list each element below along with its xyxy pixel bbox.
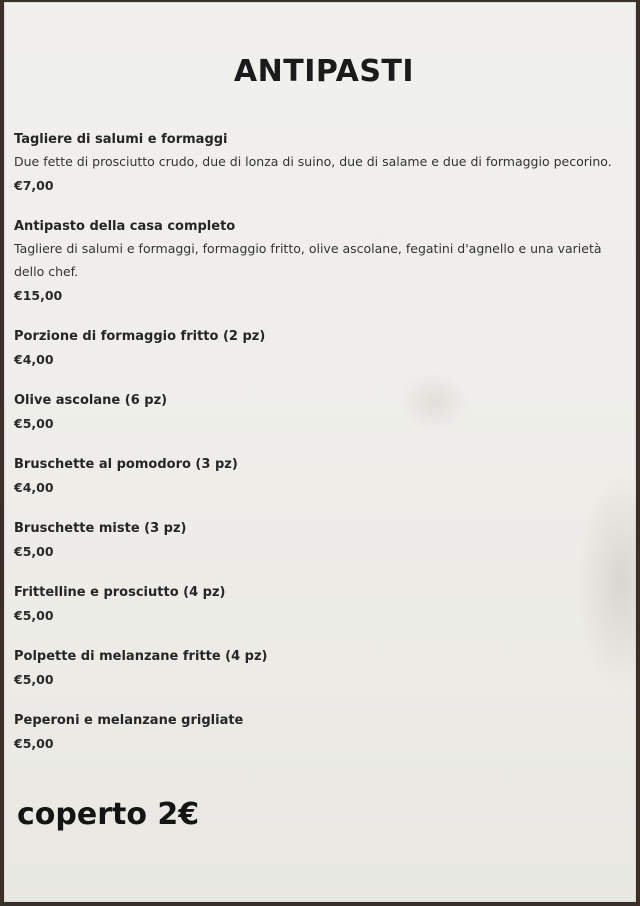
item-price: €5,00 [14, 416, 54, 431]
menu-item-tagliere [14, 130, 619, 197]
item-name: Porzione di formaggio fritto (2 pz) [14, 329, 266, 344]
item-name: Tagliere di salumi e formaggi [14, 132, 228, 147]
menu-title: ANTIPASTI [233, 54, 415, 89]
menu-item-polpette-melanzane [14, 647, 619, 691]
menu-item-antipasto-casa [14, 217, 619, 307]
menu-item-olive-ascolane [14, 391, 619, 435]
item-description: Tagliere di salumi e formaggi, formaggio fritto, olive ascolane, fegatini d'agnello e una varietà dello chef. [14, 241, 602, 279]
item-description: Due fette di prosciutto crudo, due di lonza di suino, due di salame e due di formaggio pecorino. [14, 154, 612, 169]
item-price: €15,00 [14, 288, 63, 303]
menu-items [14, 130, 619, 775]
cover-charge: coperto 2€ [17, 797, 200, 832]
item-name: Bruschette miste (3 pz) [14, 521, 187, 536]
menu-item-peperoni-melanzane [14, 711, 619, 755]
item-name: Polpette di melanzane fritte (4 pz) [14, 649, 268, 664]
item-price: €5,00 [14, 672, 54, 687]
menu-item-formaggio-fritto [14, 327, 619, 371]
item-price: €4,00 [14, 480, 54, 495]
item-name: Peperoni e melanzane grigliate [14, 713, 244, 728]
item-name: Frittelline e prosciutto (4 pz) [14, 585, 226, 600]
item-price: €5,00 [14, 544, 54, 559]
item-price: €7,00 [14, 178, 54, 193]
item-price: €4,00 [14, 352, 54, 367]
item-price: €5,00 [14, 736, 54, 751]
item-name: Olive ascolane (6 pz) [14, 393, 168, 408]
menu-item-bruschette-miste [14, 519, 619, 563]
item-name: Bruschette al pomodoro (3 pz) [14, 457, 238, 472]
menu-item-bruschette-pomodoro [14, 455, 619, 499]
item-price: €5,00 [14, 608, 54, 623]
menu-page [4, 2, 636, 902]
menu-item-frittelline [14, 583, 619, 627]
item-name: Antipasto della casa completo [14, 219, 236, 234]
